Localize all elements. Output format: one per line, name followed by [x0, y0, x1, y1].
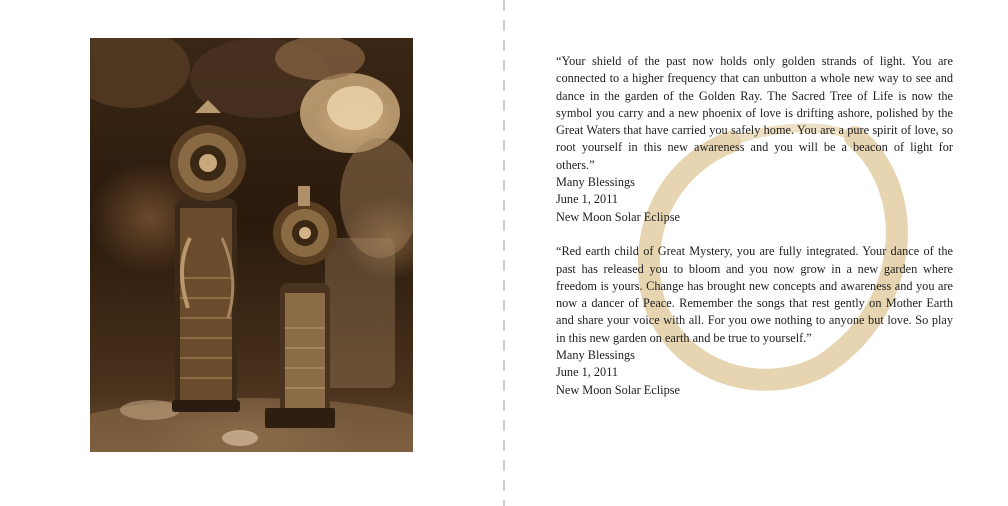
entry-1	[556, 53, 953, 226]
sepia-photo	[90, 38, 413, 452]
message-column	[556, 53, 953, 399]
idols-illustration	[90, 38, 413, 452]
entry-2	[556, 243, 953, 399]
entry-passage: “Red earth child of Great Mystery, you are fully integrated. Your dance of the past has released you to bloom and you now grow in a new garden where freedom is yours. Change has brought new concepts and awareness and you are now a dancer of Peace. Remember the songs that rest gently on Mother Earth and share your voice with all. For you owe nothing to anyone but love. So play in this new garden on earth and be true to yourself.”	[556, 244, 953, 345]
entry-passage: “Your shield of the past now holds only golden strands of light. You are connected to a higher frequency that can unbutton a whole new way to see and dance in the garden of the Golden Ray. The Sacred Tree of Life is now the symbol you carry and a new phoenix of love is drifting ashore, polished by the Great Waters that have carried you safely home. You are a pure spirit of love, so root yourself in this new awareness and you will be a beacon of light for others.”	[556, 54, 953, 172]
entry-date: June 1, 2011	[556, 192, 619, 207]
entry-blessing: Many Blessings	[556, 175, 635, 190]
entry-date: June 1, 2011	[556, 365, 619, 380]
entry-event: New Moon Solar Eclipse	[556, 382, 680, 397]
entry-event: New Moon Solar Eclipse	[556, 209, 680, 224]
entry-blessing: Many Blessings	[556, 348, 635, 363]
page-divider	[503, 0, 505, 506]
